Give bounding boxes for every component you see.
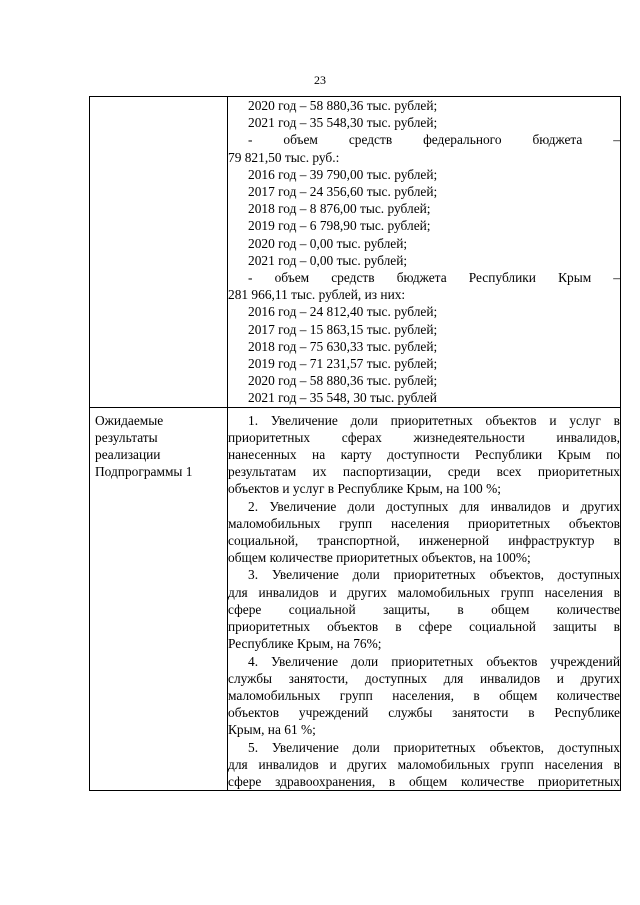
- text-line: 2018 год – 75 630,33 тыс. рублей;: [248, 338, 438, 354]
- table-row-funding: [90, 97, 621, 408]
- text-line: 2016 год – 24 812,40 тыс. рублей;: [248, 304, 438, 320]
- text-line: маломобильных групп населения приоритетных объектов: [228, 515, 620, 531]
- text-line: сфере социальной защиты, в общем количестве: [228, 601, 620, 617]
- text-line: 2. Увеличение доли доступных для инвалидов и других: [248, 498, 620, 514]
- text-line: маломобильных групп населения, в общем количестве: [228, 687, 620, 703]
- expected-results-cell: [228, 407, 621, 790]
- text-line: 2020 год – 58 880,36 тыс. рублей;: [248, 373, 438, 389]
- text-line: 2017 год – 24 356,60 тыс. рублей;: [248, 184, 438, 200]
- text-line: для инвалидов и других маломобильных групп населения в: [228, 756, 620, 772]
- text-line: 2021 год – 35 548, 30 тыс. рублей: [248, 390, 437, 406]
- label-line: результаты: [95, 429, 158, 445]
- text-line: сфере здравоохранения, в общем количестве приоритетных: [228, 773, 620, 789]
- passport-table: [89, 96, 621, 791]
- label-line: Ожидаемые: [95, 412, 164, 428]
- label-line: Подпрограммы 1: [95, 464, 193, 480]
- text-line: 79 821,50 тыс. руб.:: [228, 149, 340, 165]
- text-line: 3. Увеличение доли приоритетных объектов, доступных: [248, 567, 620, 583]
- text-line: 2020 год – 58 880,36 тыс. рублей;: [248, 98, 438, 113]
- row-label-cell: [90, 407, 228, 790]
- text-line: 4. Увеличение доли приоритетных объектов учреждений: [248, 653, 620, 669]
- expected-results-lines: [228, 412, 620, 790]
- text-line: 2019 год – 6 798,90 тыс. рублей;: [248, 218, 431, 234]
- text-line: - объем средств бюджета Республики Крым –: [248, 270, 620, 286]
- expected-results-label: [90, 408, 227, 481]
- text-line: 281 966,11 тыс. рублей, из них:: [228, 287, 406, 303]
- text-line: - объем средств федерального бюджета –: [248, 132, 620, 148]
- text-line: 1. Увеличение доли приоритетных объектов и услуг в: [248, 412, 620, 428]
- text-line: 2020 год – 0,00 тыс. рублей;: [248, 235, 408, 251]
- text-line: Республике Крым, на 76%;: [228, 636, 382, 652]
- text-line: для инвалидов и других маломобильных групп населения в: [228, 584, 620, 600]
- text-line: приоритетных сферах жизнедеятельности инвалидов,: [228, 429, 620, 445]
- text-line: объектов и услуг в Республике Крым, на 100 %;: [228, 481, 501, 497]
- text-line: результатам их паспортизации, среди всех приоритетных: [228, 464, 620, 480]
- text-line: общем количестве приоритетных объектов, на 100%;: [228, 550, 531, 566]
- text-line: 2021 год – 35 548,30 тыс. рублей;: [248, 115, 438, 131]
- funding-cell: [228, 97, 621, 408]
- text-line: службы занятости, доступных для инвалидов и других: [228, 670, 620, 686]
- text-line: 2019 год – 71 231,57 тыс. рублей;: [248, 356, 438, 372]
- text-line: 2016 год – 39 790,00 тыс. рублей;: [248, 166, 438, 182]
- text-line: Крым, на 61 %;: [228, 722, 316, 738]
- row-label-cell: [90, 97, 228, 408]
- text-line: нанесенных на карту доступности Республики Крым по: [228, 447, 620, 463]
- page-number: 23: [314, 73, 326, 87]
- text-line: 2017 год – 15 863,15 тыс. рублей;: [248, 321, 438, 337]
- text-line: 2021 год – 0,00 тыс. рублей;: [248, 252, 408, 268]
- text-line: социальной, транспортной, инженерной инфраструктур в: [228, 533, 620, 549]
- funding-lines: [228, 97, 620, 407]
- text-line: приоритетных объектов в сфере социальной защиты в: [228, 619, 620, 635]
- text-line: 5. Увеличение доли приоритетных объектов, доступных: [248, 739, 620, 755]
- label-line: реализации: [95, 447, 161, 463]
- table-row-expected-results: [90, 407, 621, 790]
- text-line: объектов учреждений службы занятости в Республике: [228, 705, 620, 721]
- text-line: 2018 год – 8 876,00 тыс. рублей;: [248, 201, 431, 217]
